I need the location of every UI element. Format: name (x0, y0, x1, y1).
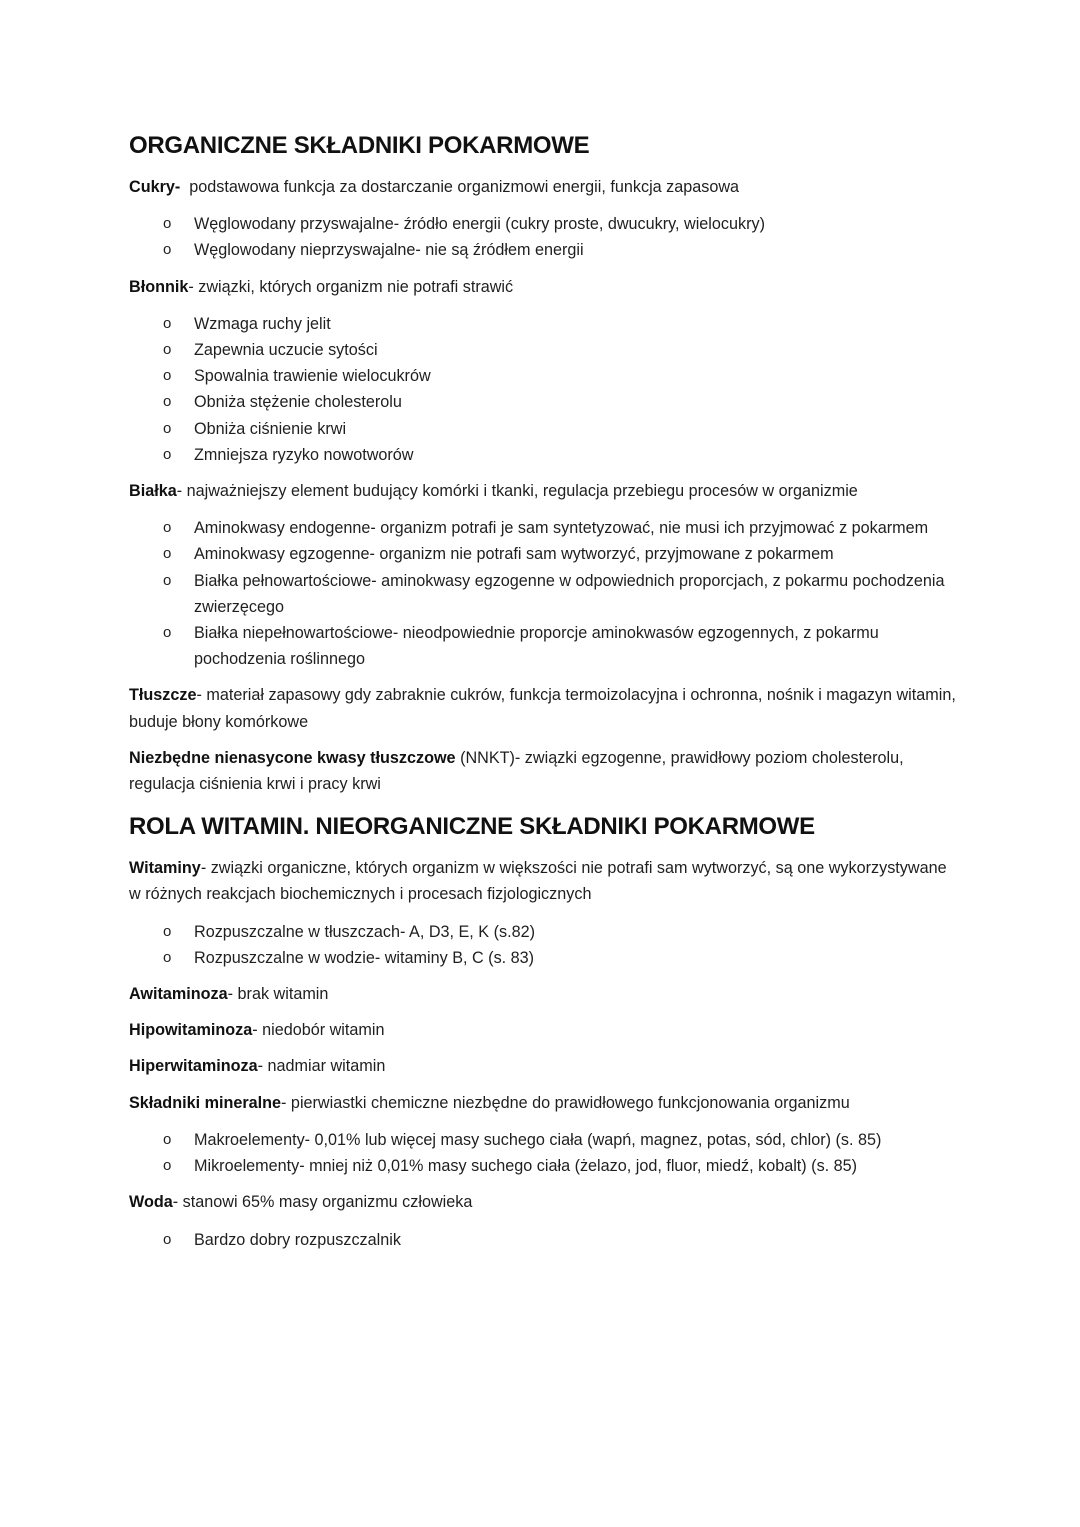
list-bialka (129, 515, 960, 672)
list-item: o Rozpuszczalne w wodzie- witaminy B, C (s. 83) (194, 945, 960, 971)
list-item: o Węglowodany przyswajalne- źródło energii (cukry proste, dwucukry, wielocukry) (194, 211, 960, 237)
term-cukry: Cukry- (129, 178, 181, 196)
definition-blonnik: - związki, których organizm nie potrafi strawić (188, 277, 514, 296)
term-bialka: Białka (129, 482, 177, 501)
term-hipowitaminoza: Hipowitaminoza (129, 1021, 253, 1040)
list-witaminy (129, 919, 960, 971)
section-title-witaminy: ROLA WITAMIN. NIEORGANICZNE SKŁADNIKI POKARMOWE (129, 813, 815, 841)
list-item: o Węglowodany nieprzyswajalne- nie są źródłem energii (194, 237, 960, 263)
list-blonnik (129, 311, 960, 468)
list-item: o Aminokwasy egzogenne- organizm nie potrafi sam wytworzyć, przyjmowane z pokarmem (194, 541, 960, 567)
list-item: o Mikroelementy- mniej niż 0,01% masy suchego ciała (żelazo, jod, fluor, miedź, kobalt) (s. 85) (194, 1153, 960, 1179)
term-hiperwitaminoza: Hiperwitaminoza (129, 1057, 258, 1076)
paragraph-tluszcze (129, 682, 960, 734)
list-item: o Zapewnia uczucie sytości (194, 337, 960, 363)
list-item: o Zmniejsza ryzyko nowotworów (194, 442, 960, 468)
paragraph-blonnik (129, 274, 960, 300)
definition-awitaminoza: - brak witamin (227, 985, 329, 1004)
definition-cukry: podstawowa funkcja za dostarczanie organizmowi energii, funkcja zapasowa (180, 178, 740, 196)
list-item: o Aminokwasy endogenne- organizm potrafi je sam syntetyzować, nie musi ich przyjmować z pokarmem (194, 515, 960, 541)
term-tluszcze: Tłuszcze (129, 686, 197, 705)
list-woda (129, 1227, 960, 1253)
list-item: o Rozpuszczalne w tłuszczach- A, D3, E, K (s.82) (194, 919, 960, 945)
definition-mineralne: - pierwiastki chemiczne niezbędne do prawidłowego funkcjonowania organizmu (281, 1093, 850, 1112)
definition-nnkt: (NNKT)- związki egzogenne, prawidłowy poziom cholesterolu, regulacja ciśnienia krwi i pracy krwi (129, 748, 909, 794)
list-item: o Białka niepełnowartościowe- nieodpowiednie proporcje aminokwasów egzogennych, z pokarmu pochodzenia roślinnego (194, 620, 960, 672)
definition-bialka: - najważniejszy element budujący komórki i tkanki, regulacja przebiegu procesów w organizmie (176, 482, 858, 501)
paragraph-mineralne (129, 1090, 960, 1116)
paragraph-bialka (129, 478, 960, 504)
paragraph-nnkt (129, 745, 960, 797)
list-item: o Wzmaga ruchy jelit (194, 311, 960, 337)
definition-witaminy: - związki organiczne, których organizm w większości nie potrafi sam wytworzyć, są one wykorzystywane w różnych reakcjach biochemicznych i procesach fizjologicznych (129, 859, 947, 904)
paragraph-hipowitaminoza (129, 1017, 960, 1043)
list-item: o Obniża stężenie cholesterolu (194, 389, 960, 415)
paragraph-hiperwitaminoza (129, 1053, 960, 1079)
list-item: o Obniża ciśnienie krwi (194, 416, 960, 442)
list-mineralne (129, 1127, 960, 1179)
list-item: o Bardzo dobry rozpuszczalnik (194, 1227, 960, 1253)
definition-hiperwitaminoza: - nadmiar witamin (257, 1057, 386, 1076)
list-item: o Spowalnia trawienie wielocukrów (194, 363, 960, 389)
term-blonnik: Błonnik (129, 277, 189, 296)
term-nnkt: Niezbędne nienasycone kwasy tłuszczowe (129, 748, 456, 767)
list-item: o Makroelementy- 0,01% lub więcej masy suchego ciała (wapń, magnez, potas, sód, chlor) (s. 85) (194, 1127, 960, 1153)
definition-tluszcze: - materiał zapasowy gdy zabraknie cukrów, funkcja termoizolacyjna i ochronna, nośnik i magazyn witamin, buduje błony komórkowe (129, 686, 956, 731)
section-title-organiczne: ORGANICZNE SKŁADNIKI POKARMOWE (129, 132, 590, 159)
definition-hipowitaminoza: - niedobór witamin (252, 1021, 385, 1040)
paragraph-woda (129, 1189, 960, 1215)
paragraph-cukry (129, 174, 960, 200)
term-woda: Woda (129, 1193, 173, 1212)
list-cukry (129, 211, 960, 263)
term-witaminy: Witaminy (129, 859, 201, 878)
paragraph-awitaminoza (129, 981, 960, 1007)
definition-woda: - stanowi 65% masy organizmu człowieka (172, 1193, 473, 1212)
list-item: o Białka pełnowartościowe- aminokwasy egzogenne w odpowiednich proporcjach, z pokarmu pochodzenia zwierzęcego (194, 568, 960, 620)
term-mineralne: Składniki mineralne (129, 1093, 282, 1112)
paragraph-witaminy (129, 855, 960, 907)
term-awitaminoza: Awitaminoza (129, 985, 228, 1004)
